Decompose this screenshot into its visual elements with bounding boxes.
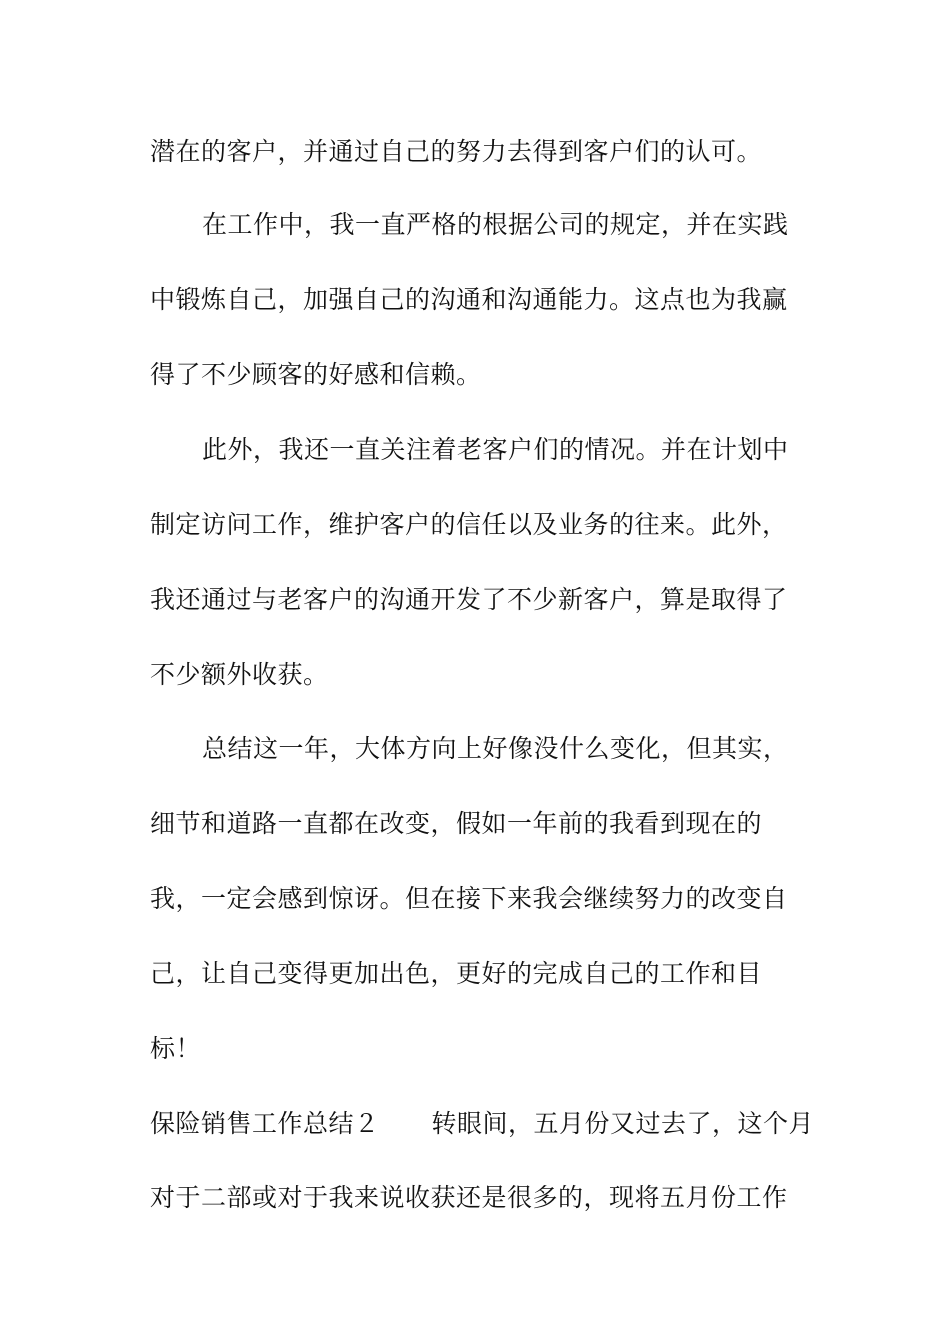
text-line: 标！ xyxy=(150,1034,202,1063)
text-line: 不少额外收获。 xyxy=(150,660,329,689)
text-line: 潜在的客户，并通过自己的努力去得到客户们的认可。 xyxy=(150,137,763,166)
text-line: 得了不少顾客的好感和信赖。 xyxy=(150,360,482,389)
text-line: 我还通过与老客户的沟通开发了不少新客户，算是取得了 xyxy=(150,585,788,614)
section-heading-line xyxy=(150,1104,814,1144)
text-line: 中锻炼自己，加强自己的沟通和沟通能力。这点也为我赢 xyxy=(150,285,788,314)
text-line: 此外，我还一直关注着老客户们的情况。并在计划中 xyxy=(202,435,789,464)
text-line: 我，一定会感到惊讶。但在接下来我会继续努力的改变自 xyxy=(150,884,788,913)
text-line: 己，让自己变得更加出色，更好的完成自己的工作和目 xyxy=(150,959,763,988)
text-line: 细节和道路一直都在改变，假如一年前的我看到现在的 xyxy=(150,809,763,838)
text-line: 制定访问工作，维护客户的信任以及业务的往来。此外， xyxy=(150,510,788,539)
text-line: 在工作中，我一直严格的根据公司的规定，并在实践 xyxy=(202,210,789,239)
section-title: 保险销售工作总结２ xyxy=(150,1109,380,1138)
text-line: 总结这一年，大体方向上好像没什么变化，但其实， xyxy=(202,734,789,763)
text-line: 对于二部或对于我来说收获还是很多的，现将五月份工作 xyxy=(150,1183,788,1212)
section-first-sentence: 转眼间，五月份又过去了，这个月 xyxy=(431,1109,815,1138)
